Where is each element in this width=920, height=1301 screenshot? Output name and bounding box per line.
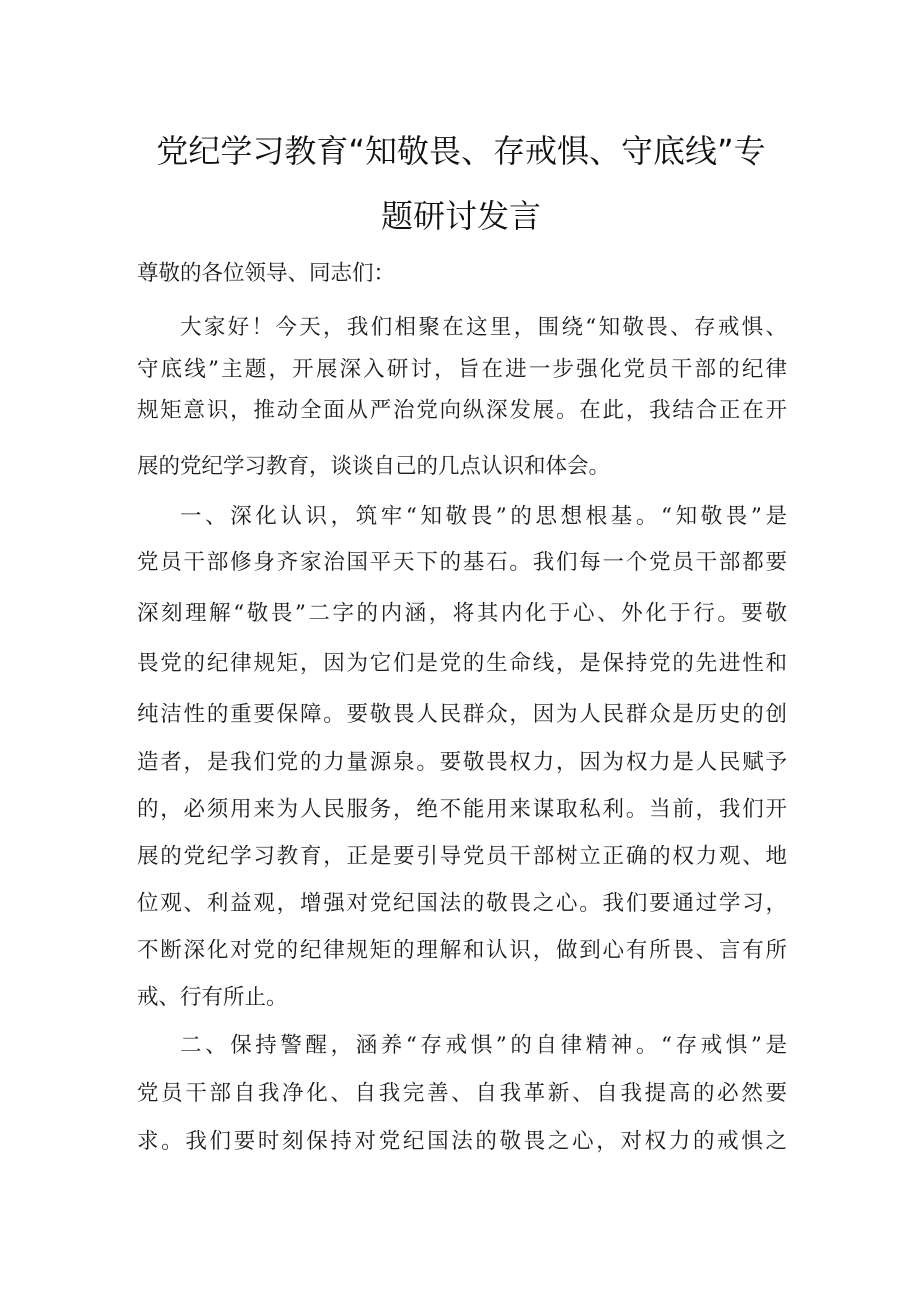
document-title-line-1: 党纪学习教育“知敬畏、存戒惧、守底线”专	[156, 132, 766, 170]
body-line: 造者，是我们党的力量源泉。要敬畏权力，因为权力是人民赋予	[137, 750, 787, 775]
document-title-line-2: 题研讨发言	[380, 197, 541, 235]
section-heading-1: 一、深化认识，筑牢“知敬畏”的思想根基。“知敬畏”是	[180, 504, 787, 529]
body-line: 党员干部修身齐家治国平天下的基石。我们每一个党员干部都要	[137, 550, 787, 575]
body-line: 守底线”主题，开展深入研讨，旨在进一步强化党员干部的纪律	[137, 357, 787, 382]
body-line: 规矩意识，推动全面从严治党向纵深发展。在此，我结合正在开	[137, 398, 787, 423]
body-line: 深刻理解“敬畏”二字的内涵，将其内化于心、外化于行。要敬	[137, 601, 787, 626]
body-line: 纯洁性的重要保障。要敬畏人民群众，因为人民群众是历史的创	[137, 702, 787, 727]
salutation: 尊敬的各位领导、同志们：	[137, 261, 396, 286]
body-line: 位观、利益观，增强对党纪国法的敬畏之心。我们要通过学习，	[137, 891, 787, 916]
body-line: 展的党纪学习教育，正是要引导党员干部树立正确的权力观、地	[137, 844, 787, 869]
body-line: 求。我们要时刻保持对党纪国法的敬畏之心，对权力的戒惧之	[137, 1129, 787, 1154]
body-line: 展的党纪学习教育，谈谈自己的几点认识和体会。	[137, 454, 611, 479]
body-line: 不断深化对党的纪律规矩的理解和认识，做到心有所畏、言有所	[137, 938, 787, 963]
body-line: 的，必须用来为人民服务，绝不能用来谋取私利。当前，我们开	[137, 797, 787, 822]
body-line: 大家好！今天，我们相聚在这里，围绕“知敬畏、存戒惧、	[180, 315, 787, 340]
body-line: 戒、行有所止。	[137, 985, 288, 1010]
body-line: 党员干部自我净化、自我完善、自我革新、自我提高的必然要	[137, 1081, 787, 1106]
body-line: 畏党的纪律规矩，因为它们是党的生命线，是保持党的先进性和	[137, 651, 787, 676]
section-heading-2: 二、保持警醒，涵养“存戒惧”的自律精神。“存戒惧”是	[180, 1033, 787, 1058]
